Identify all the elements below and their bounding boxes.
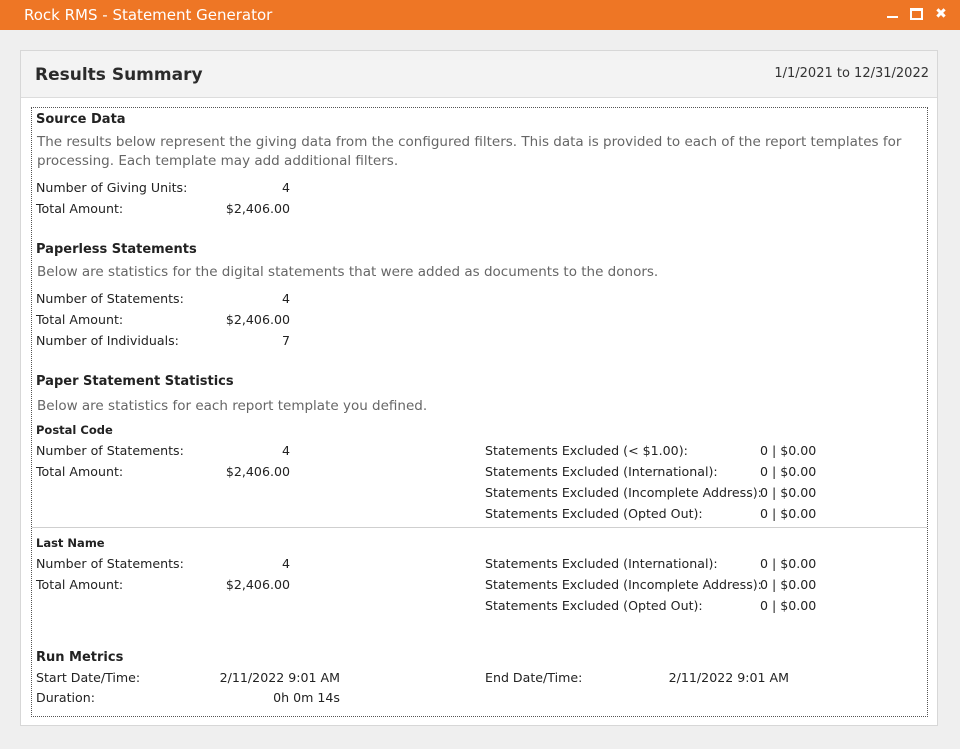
exclusion-value: 0 | $0.00 [760,464,817,479]
paperless-total-label: Total Amount: [36,312,124,327]
date-range: 1/1/2021 to 12/31/2022 [774,66,929,81]
template-total-label: Total Amount: [36,577,124,592]
template-divider [32,527,927,528]
paperless-total-value: $2,406.00 [225,312,290,327]
window-title-bar [0,0,960,30]
exclusion-value: 0 | $0.00 [760,506,817,521]
exclusion-label: Statements Excluded (Incomplete Address): [485,577,762,592]
maximize-icon[interactable] [907,4,925,24]
source-data-description-line2: processing. Each template may add additional filters. [37,153,399,169]
source-total-label: Total Amount: [36,201,124,216]
exclusion-value: 0 | $0.00 [760,598,817,613]
exclusion-label: Statements Excluded (< $1.00): [485,443,688,458]
exclusion-value: 0 | $0.00 [760,485,817,500]
end-datetime-label: End Date/Time: [485,670,583,685]
paperless-heading: Paperless Statements [36,242,197,257]
start-datetime-value: 2/11/2022 9:01 AM [219,670,340,685]
template-statements-label: Number of Statements: [36,443,184,458]
duration-value: 0h 0m 14s [273,690,340,705]
window-title: Rock RMS - Statement Generator [24,6,273,24]
giving-units-label: Number of Giving Units: [36,180,188,195]
paperless-individuals-label: Number of Individuals: [36,333,179,348]
template-statements-value: 4 [281,556,290,571]
source-data-description-line1: The results below represent the giving data from the configured filters. This data is provided to each of the report templates for [37,134,902,150]
close-icon[interactable]: ✖ [935,6,947,22]
exclusion-label: Statements Excluded (Opted Out): [485,598,703,613]
start-datetime-label: Start Date/Time: [36,670,141,685]
paper-heading: Paper Statement Statistics [36,374,234,389]
minimize-icon[interactable] [883,4,901,24]
exclusion-label: Statements Excluded (Opted Out): [485,506,703,521]
paperless-description: Below are statistics for the digital statements that were added as documents to the donors. [37,264,659,280]
template-total-value: $2,406.00 [225,577,290,592]
source-total-value: $2,406.00 [225,201,290,216]
template-name: Last Name [36,536,105,550]
exclusion-label: Statements Excluded (Incomplete Address): [485,485,762,500]
exclusion-label: Statements Excluded (International): [485,556,718,571]
panel-title: Results Summary [35,65,203,85]
paper-description: Below are statistics for each report template you defined. [37,398,428,414]
template-total-value: $2,406.00 [225,464,290,479]
run-metrics-heading: Run Metrics [36,650,124,665]
exclusion-label: Statements Excluded (International): [485,464,718,479]
template-name: Postal Code [36,423,113,437]
results-summary-panel [20,50,938,726]
exclusion-value: 0 | $0.00 [760,556,817,571]
duration-label: Duration: [36,690,95,705]
source-data-heading: Source Data [36,112,126,127]
paperless-statements-label: Number of Statements: [36,291,184,306]
exclusion-value: 0 | $0.00 [760,443,817,458]
paperless-individuals-value: 7 [281,333,290,348]
exclusion-value: 0 | $0.00 [760,577,817,592]
paperless-statements-value: 4 [281,291,290,306]
panel-header [21,51,937,98]
template-statements-label: Number of Statements: [36,556,184,571]
template-total-label: Total Amount: [36,464,124,479]
giving-units-value: 4 [281,180,290,195]
end-datetime-value: 2/11/2022 9:01 AM [668,670,789,685]
template-statements-value: 4 [281,443,290,458]
results-content [31,107,928,717]
